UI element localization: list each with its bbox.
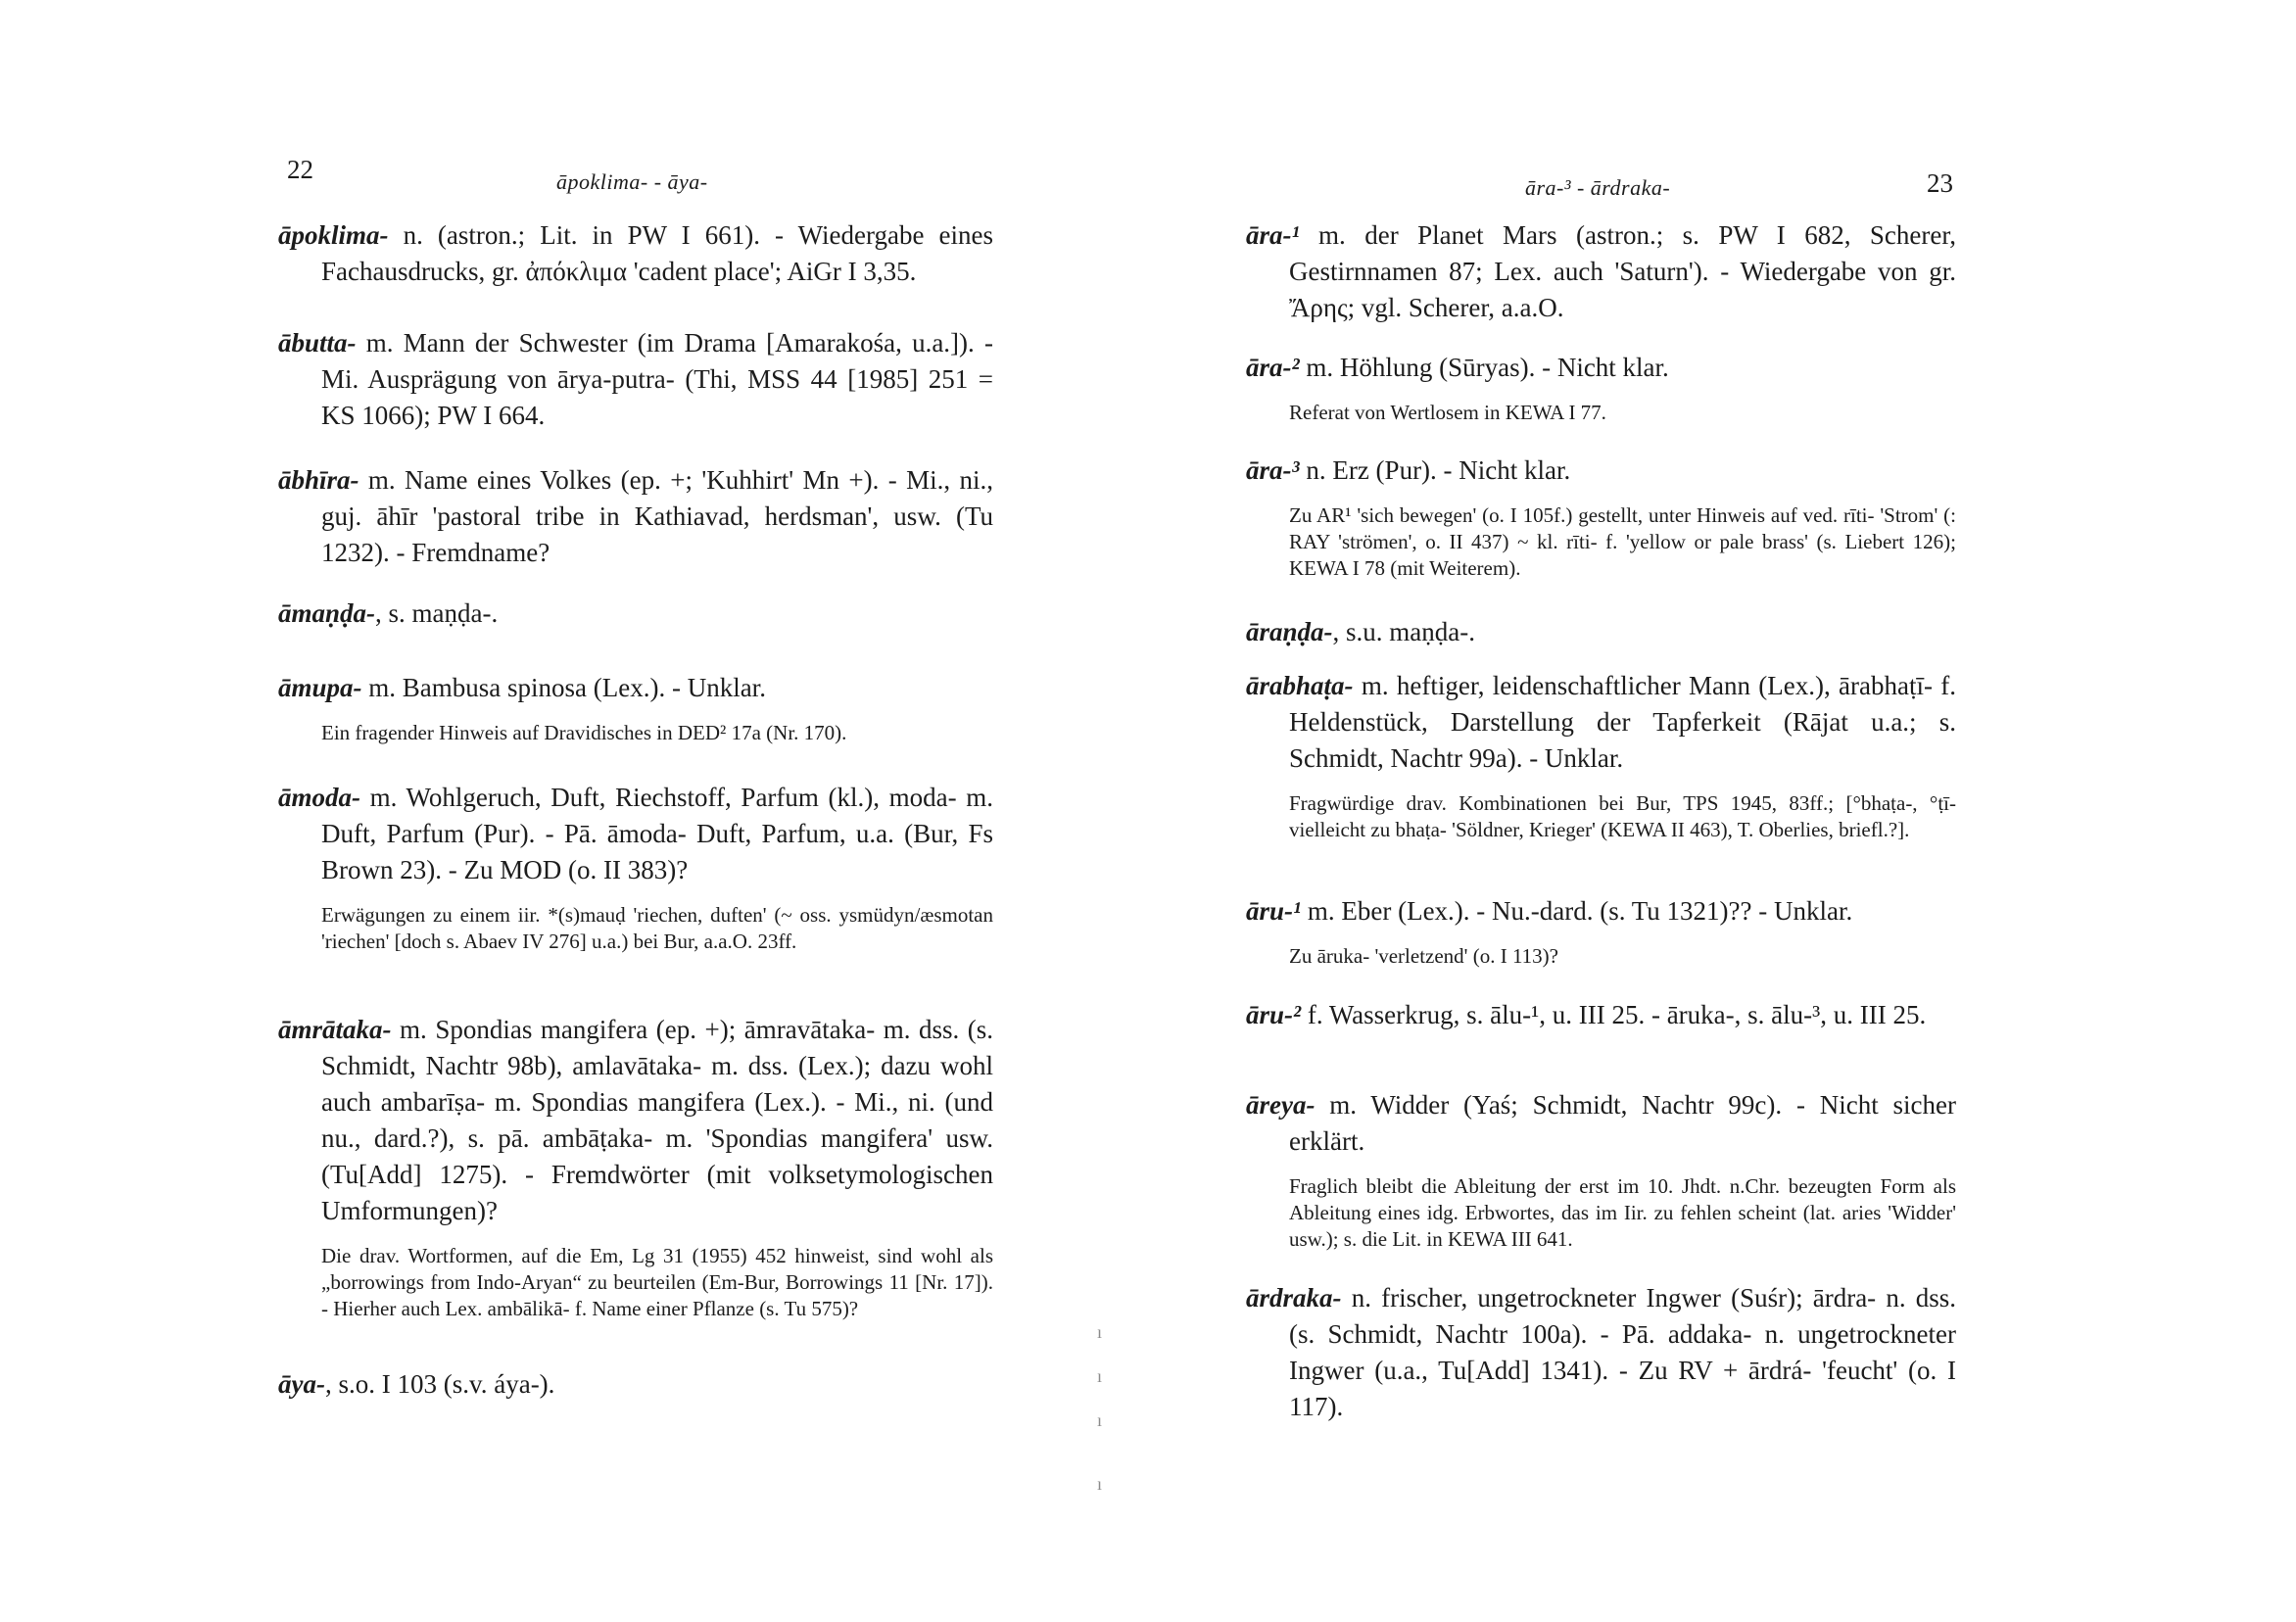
lemma: ārabhaṭa- (1246, 671, 1354, 700)
dictionary-entry (1246, 217, 1956, 326)
dictionary-entry (278, 325, 993, 434)
lemma: āru-¹ (1246, 896, 1302, 926)
gutter-mark: ı (1097, 1322, 1103, 1342)
running-head: āra-³ - ārdraka- (1525, 175, 1671, 200)
lemma: āmoda- (278, 783, 360, 812)
definition: m. Wohlgeruch, Duft, Riechstoff, Parfum (kl.), moda- m. Duft, Parfum (Pur). - Pā. āmoda- Duft, Parfum, u.a. (Bur, Fs Brown 23). - Zu MOD (o. II 383)? (321, 783, 994, 884)
dictionary-entry (1246, 668, 1956, 843)
definition: , s.u. maṇḍa-. (1332, 617, 1475, 646)
lemma: āru-² (1246, 1000, 1302, 1029)
definition: n. (astron.; Lit. in PW I 661). - Wiedergabe eines Fachausdrucks, gr. ἀπόκλιμα 'cadent place'; AiGr I 3,35. (321, 220, 994, 286)
dictionary-entry (278, 670, 993, 746)
dictionary-entry (278, 596, 993, 632)
definition: m. Bambusa spinosa (Lex.). - Unklar. (368, 673, 766, 702)
definition: m. der Planet Mars (astron.; s. PW I 682, Scherer, Gestirnnamen 87; Lex. auch 'Saturn'). - Wiedergabe von gr. Ἄρης; vgl. Scherer, a.a.O. (1289, 220, 1957, 322)
definition: m. Mann der Schwester (im Drama [Amarakośa, u.a.]). - Mi. Ausprägung von ārya-putra- (Thi, MSS 44 [1985] 251 = KS 1066); PW I 664. (321, 328, 993, 430)
definition: , s.o. I 103 (s.v. áya-). (324, 1369, 555, 1399)
lemma: āmrātaka- (278, 1015, 392, 1044)
entry-note: Erwägungen zu einem iir. *(s)mauḍ 'riechen, duften' (~ oss. ysmüdyn/æsmotan 'riechen' [doch s. Abaev IV 276] u.a.) bei Bur, a.a.O. 23ff. (321, 903, 993, 953)
lemma: āra-² (1246, 353, 1300, 382)
entry-note: Referat von Wertlosem in KEWA I 77. (1289, 401, 1606, 424)
definition: m. Widder (Yaś; Schmidt, Nachtr 99c). - Nicht sicher erklärt. (1289, 1090, 1957, 1156)
lemma: āreya- (1246, 1090, 1315, 1120)
dictionary-entry (1246, 1280, 1956, 1425)
lemma: āra-¹ (1246, 220, 1300, 250)
dictionary-entry (278, 462, 993, 571)
dictionary-entry (1246, 997, 1956, 1033)
lemma: āmupa- (278, 673, 362, 702)
page-number: 23 (1927, 168, 1953, 198)
lemma: āpoklima- (278, 220, 389, 250)
entry-note: Die drav. Wortformen, auf die Em, Lg 31 (1955) 452 hinweist, sind wohl als „borrowings from Indo-Aryan“ zu beurteilen (Em-Bur, Borrowings 11 [Nr. 17]). - Hierher auch Lex. ambālikā- f. Name einer Pflanze (s. Tu 575)? (321, 1244, 993, 1320)
dictionary-entry (1246, 350, 1956, 426)
dictionary-entry (1246, 453, 1956, 582)
dictionary-entry (278, 217, 993, 290)
dictionary-entry (278, 780, 993, 955)
gutter-mark: ı (1097, 1410, 1103, 1430)
dictionary-entry (278, 1366, 993, 1403)
definition: m. Name eines Volkes (ep. +; 'Kuhhirt' Mn +). - Mi., ni., guj. āhīr 'pastoral tribe in Kathiavad, herdsman', usw. (Tu 1232). - Fremdname? (321, 465, 994, 567)
entry-note: Zu AR¹ 'sich bewegen' (o. I 105f.) gestellt, unter Hinweis auf ved. rīti- 'Strom' (: RAY 'strömen', o. II 437) ~ kl. rīti- f. 'yellow or pale brass' (s. Liebert 126); KEWA I 78 (mit Weiterem). (1289, 503, 1956, 580)
definition: , s. maṇḍa-. (375, 598, 499, 628)
gutter-mark: ı (1097, 1366, 1103, 1386)
definition: n. frischer, ungetrockneter Ingwer (Suśr); ārdra- n. dss. (s. Schmidt, Nachtr 100a). - Pā. addaka- n. ungetrockneter Ingwer (u.a., Tu[Add] 1341). - Zu RV + ārdrá- 'feucht' (o. I 117). (1289, 1283, 1957, 1421)
lemma: āraṇḍa- (1246, 617, 1333, 646)
dictionary-entry (1246, 893, 1956, 970)
definition: f. Wasserkrug, s. ālu-¹, u. III 25. - āruka-, s. ālu-³, u. III 25. (1307, 1000, 1927, 1029)
definition: m. Spondias mangifera (ep. +); āmravātaka- m. dss. (s. Schmidt, Nachtr 98b), amlavātaka- m. dss. (Lex.); dazu wohl auch ambarīṣa- m. Spondias mangifera (Lex.). - Mi., ni. (und nu., dard.?), s. pā. ambāṭaka- m. 'Spondias mangifera' usw. (Tu[Add] 1275). - Fremdwörter (mit volksetymologischen Umformungen)? (321, 1015, 994, 1225)
lemma: āya- (278, 1369, 325, 1399)
lemma: āmaṇḍa- (278, 598, 376, 628)
definition: m. Höhlung (Sūryas). - Nicht klar. (1306, 353, 1669, 382)
definition: n. Erz (Pur). - Nicht klar. (1306, 455, 1571, 485)
entry-note: Fraglich bleibt die Ableitung der erst im 10. Jhdt. n.Chr. bezeugten Form als Ableitung eines idg. Erbwortes, das im Iir. zu fehlen scheint (lat. aries 'Widder' usw.); s. die Lit. in KEWA III 641. (1289, 1174, 1956, 1251)
right-page (1148, 0, 2296, 1622)
dictionary-entry (1246, 614, 1956, 650)
lemma: ābutta- (278, 328, 357, 358)
page-number: 22 (287, 155, 313, 184)
dictionary-entry (278, 1012, 993, 1322)
running-head: āpoklima- - āya- (556, 169, 708, 194)
lemma: āra-³ (1246, 455, 1300, 485)
definition: m. heftiger, leidenschaftlicher Mann (Lex.), ārabhaṭī- f. Heldenstück, Darstellung der Tapferkeit (Rājat u.a.; s. Schmidt, Nachtr 99a). - Unklar. (1289, 671, 1956, 773)
lemma: ārdraka- (1246, 1283, 1342, 1312)
gutter-mark: ı (1097, 1474, 1103, 1494)
lemma: ābhīra- (278, 465, 359, 495)
entry-note: Fragwürdige drav. Kombinationen bei Bur, TPS 1945, 83ff.; [°bhaṭa-, °ṭī- vielleicht zu bhaṭa- 'Söldner, Krieger' (KEWA II 463), T. Oberlies, briefl.?]. (1289, 791, 1956, 841)
dictionary-entry (1246, 1087, 1956, 1253)
definition: m. Eber (Lex.). - Nu.-dard. (s. Tu 1321)?? - Unklar. (1307, 896, 1853, 926)
entry-note: Zu āruka- 'verletzend' (o. I 113)? (1289, 944, 1558, 968)
entry-note: Ein fragender Hinweis auf Dravidisches in DED² 17a (Nr. 170). (321, 721, 847, 744)
